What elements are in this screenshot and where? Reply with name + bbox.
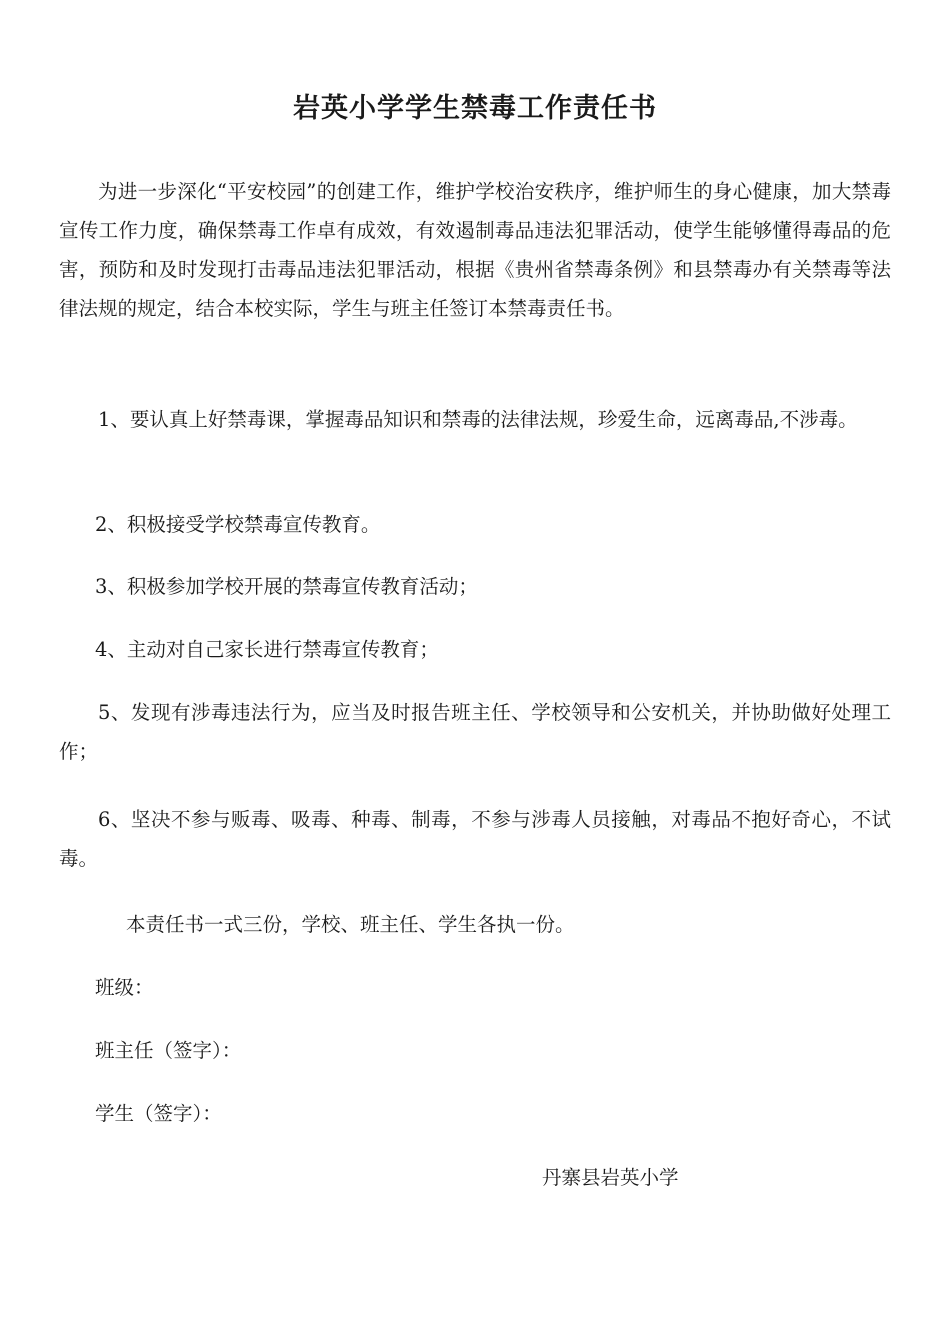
item-5: 5、发现有涉毒违法行为，应当及时报告班主任、学校领导和公安机关，并协助做好处理工作； bbox=[59, 701, 891, 763]
intro-paragraph: 为进一步深化“平安校园”的创建工作，维护学校治安秩序，维护师生的身心健康，加大禁毒宣传工作力度，确保禁毒工作卓有成效，有效遏制毒品违法犯罪活动，使学生能够懂得毒品的危害，预防和及时发现打击毒品违法犯罪活动，根据《贵州省禁毒条例》和县禁毒办有关禁毒等法律法规的规定，结合本校实际，学生与班主任签订本禁毒责任书。 bbox=[59, 180, 891, 320]
teacher-sign-label: 班主任（签字）： bbox=[95, 1039, 242, 1062]
copies-note: 本责任书一式三份，学校、班主任、学生各执一份。 bbox=[126, 913, 575, 936]
school-name: 丹寨县岩英小学 bbox=[542, 1166, 679, 1189]
document-title: 岩英小学学生禁毒工作责任书 bbox=[293, 93, 657, 124]
item-4: 4、主动对自己家长进行禁毒宣传教育； bbox=[95, 638, 439, 661]
student-sign-label: 学生（签字）： bbox=[95, 1102, 222, 1125]
class-label: 班级： bbox=[95, 976, 154, 999]
item-3: 3、积极参加学校开展的禁毒宣传教育活动； bbox=[95, 575, 478, 598]
item-6: 6、坚决不参与贩毒、吸毒、种毒、制毒，不参与涉毒人员接触，对毒品不抱好奇心，不试毒。 bbox=[59, 808, 891, 870]
item-2: 2、积极接受学校禁毒宣传教育。 bbox=[95, 513, 381, 536]
item-1: 1、要认真上好禁毒课，掌握毒品知识和禁毒的法律法规，珍爱生命，远离毒品,不涉毒。 bbox=[98, 408, 858, 431]
